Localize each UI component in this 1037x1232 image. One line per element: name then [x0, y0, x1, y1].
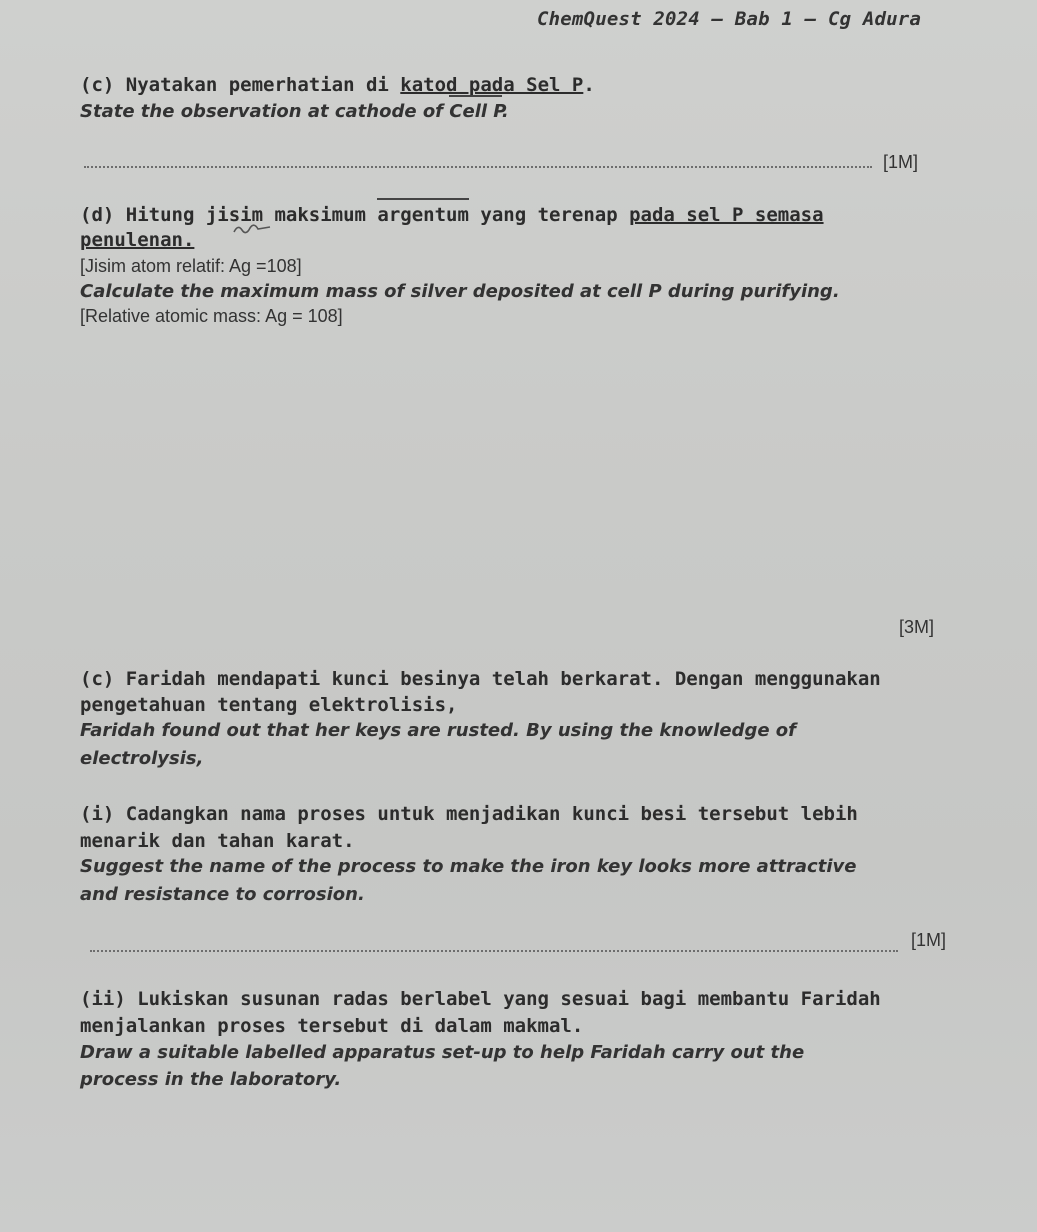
question-d-malay-line1	[80, 204, 824, 226]
question-d-malay-cell: pada sel P semasa	[629, 204, 824, 226]
question-e-ii-malay-line2: menjalankan proses tersebut di dalam makmal.	[80, 1015, 584, 1037]
question-e-ii-english-line1: Draw a suitable labelled apparatus set-up to help Faridah carry out the	[80, 1042, 805, 1063]
question-c-malay-suffix: .	[583, 74, 595, 96]
marks-d: [3M]	[899, 617, 935, 637]
question-e-english-line1: Faridah found out that her keys are rusted. By using the knowledge of	[80, 720, 797, 741]
question-d-malay-line2	[80, 229, 194, 251]
question-d-malay-argentum: argentum	[377, 204, 469, 226]
question-c-malay-underlined: katod pada Sel P	[400, 74, 584, 96]
question-c-english-suffix: .	[501, 101, 509, 122]
question-e-i-english-line1: Suggest the name of the process to make the iron key looks more attractive	[80, 856, 857, 877]
question-c-english-prefix: State the observation at cathode of	[80, 101, 450, 122]
squiggle-mark	[232, 222, 272, 236]
question-d-malay-mid: yang terenap	[468, 204, 630, 226]
marks-c: [1M]	[883, 152, 919, 172]
question-d-english: Calculate the maximum mass of silver deposited at cell P during purifying.	[80, 281, 840, 302]
question-e-i-english-line2: and resistance to corrosion.	[80, 884, 365, 905]
question-d-english-note: [Relative atomic mass: Ag = 108]	[80, 306, 343, 326]
question-e-ii-english-line2: process in the laboratory.	[80, 1069, 342, 1090]
question-d-malay-note: [Jisim atom relatif: Ag =108]	[80, 256, 302, 276]
marks-e-i: [1M]	[911, 930, 947, 950]
question-c-malay	[80, 74, 595, 96]
question-d-malay-prefix: (d) Hitung jisim maksimum	[80, 204, 378, 226]
question-e-malay-line2: pengetahuan tentang elektrolisis,	[80, 694, 458, 716]
question-c-english-overlined: Cell P	[449, 101, 502, 122]
page-header: ChemQuest 2024 – Bab 1 – Cg Adura	[537, 8, 922, 30]
question-c-english	[80, 101, 509, 122]
answer-line-c[interactable]	[84, 166, 872, 168]
question-e-malay-line1: (c) Faridah mendapati kunci besinya telah berkarat. Dengan menggunakan	[80, 668, 881, 690]
question-e-i-malay-line1: (i) Cadangkan nama proses untuk menjadikan kunci besi tersebut lebih	[80, 803, 858, 825]
question-e-english-line2: electrolysis,	[80, 748, 204, 769]
question-e-i-malay-line2: menarik dan tahan karat.	[80, 830, 355, 852]
question-d-malay-penulenan: penulenan.	[80, 229, 195, 251]
question-e-ii-malay-line1: (ii) Lukiskan susunan radas berlabel yang sesuai bagi membantu Faridah	[80, 988, 881, 1010]
answer-line-e-i[interactable]	[90, 950, 898, 952]
question-c-malay-prefix: (c) Nyatakan pemerhatian di	[80, 74, 401, 96]
